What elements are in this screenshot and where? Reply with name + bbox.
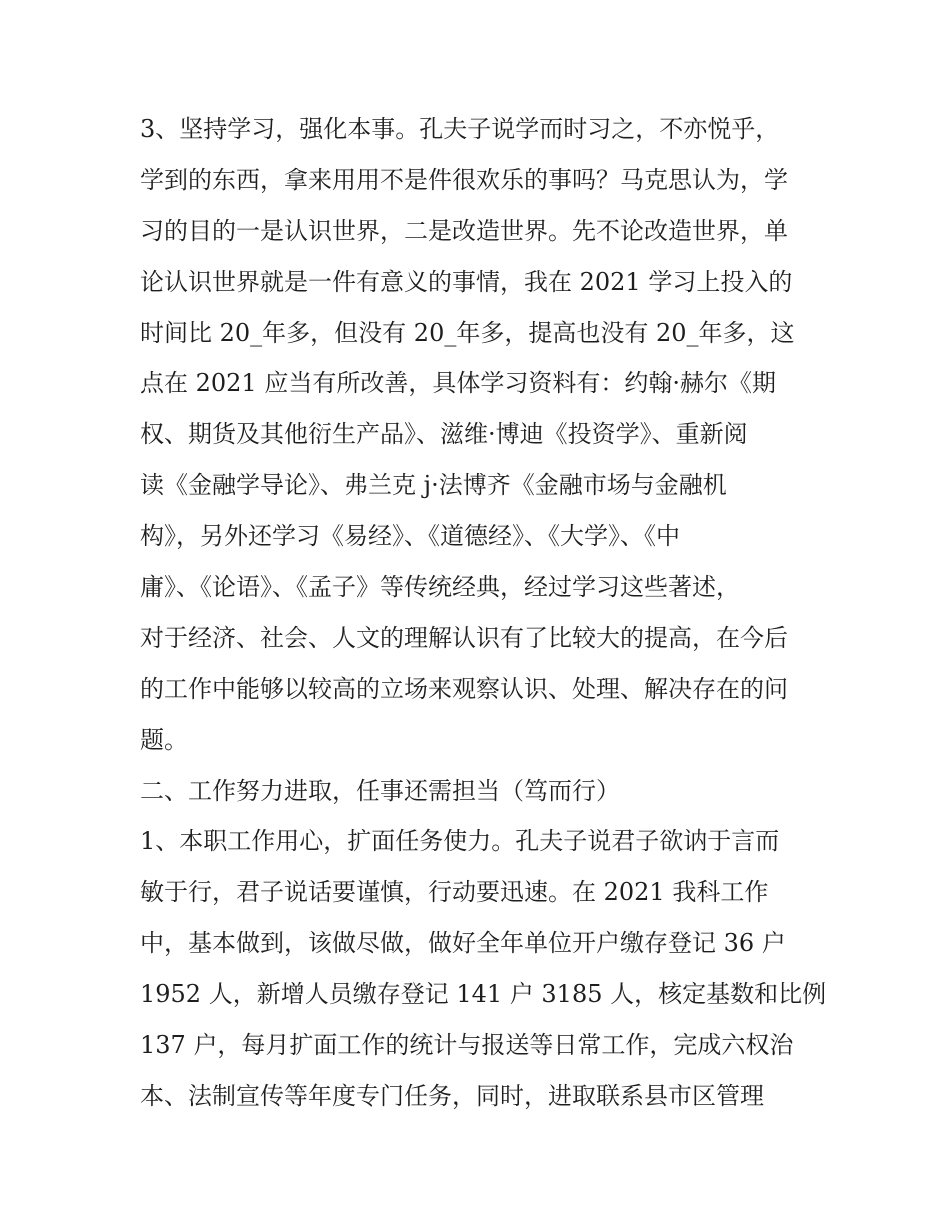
- text-line: 本、法制宣传等年度专门任务，同时，进取联系县市区管理: [140, 1081, 764, 1110]
- text-line: 中，基本做到，该做尽做，做好全年单位开户缴存登记 36 户: [140, 929, 786, 958]
- text-line: 3、坚持学习，强化本事。孔夫子说学而时习之，不亦悦乎，: [140, 115, 780, 143]
- text-line: 权、期货及其他衍生产品》、滋维·博迪《投资学》、重新阅: [140, 420, 748, 449]
- section-heading: 二、工作努力进取，任事还需担当（笃而行）: [140, 776, 620, 805]
- text-line: 习的目的一是认识世界，二是改造世界。先不论改造世界，单: [140, 216, 788, 245]
- text-line: 点在 2021 应当有所改善，具体学习资料有：约翰·赫尔《期: [140, 369, 776, 398]
- text-line: 敏于行，君子说话要谨慎，行动要迅速。在 2021 我科工作: [140, 878, 769, 907]
- text-line: 论认识世界就是一件有意义的事情，我在 2021 学习上投入的: [140, 267, 793, 296]
- text-line: 读《金融学导论》、弗兰克 j·法博齐《金融市场与金融机: [140, 471, 727, 500]
- text-line: 学到的东西，拿来用用不是件很欢乐的事吗？马克思认为，学: [140, 165, 788, 194]
- text-line: 的工作中能够以较高的立场来观察认识、处理、解决存在的问: [140, 674, 788, 703]
- text-line: 对于经济、社会、人文的理解认识有了比较大的提高，在今后: [140, 623, 788, 652]
- text-line: 137 户，每月扩面工作的统计与报送等日常工作，完成六权治: [140, 1031, 794, 1060]
- text-line: 构》，另外还学习《易经》、《道德经》、《大学》、《中: [140, 522, 680, 551]
- text-line: 时间比 20_年多，但没有 20_年多，提高也没有 20_年多，这: [140, 318, 795, 347]
- text-line: 1952 人，新增人员缴存登记 141 户 3185 人，核定基数和比例: [140, 980, 827, 1009]
- text-line: 1、本职工作用心，扩面任务使力。孔夫子说君子欲讷于言而: [140, 827, 780, 856]
- text-line: 庸》、《论语》、《孟子》等传统经典，经过学习这些著述，: [140, 573, 740, 602]
- document-body: [140, 104, 840, 1122]
- text-line: 题。: [140, 725, 188, 754]
